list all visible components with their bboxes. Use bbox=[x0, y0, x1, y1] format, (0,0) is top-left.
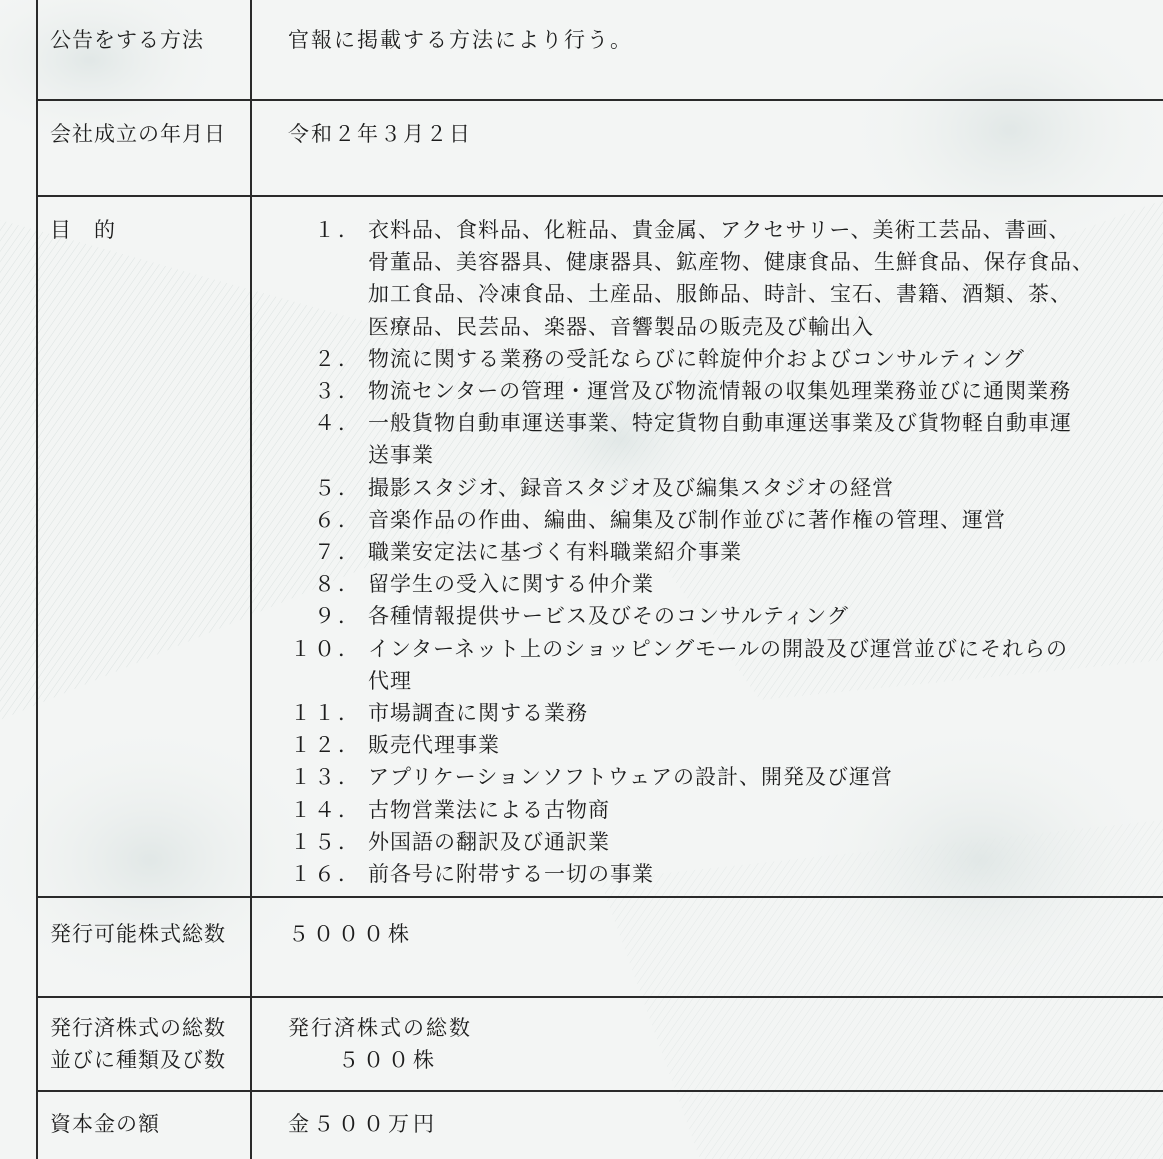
purpose-item-text bbox=[364, 375, 1071, 407]
capital-label: 資本金の額 bbox=[50, 1112, 160, 1136]
issued-shares-value-line1: 発行済株式の総数 bbox=[288, 1016, 472, 1040]
purpose-item-text bbox=[364, 761, 893, 793]
purpose-item bbox=[288, 568, 1094, 600]
purpose-item-number: ４． bbox=[314, 411, 362, 436]
purpose-item-number: １４． bbox=[290, 797, 362, 822]
purpose-item-text bbox=[364, 729, 500, 761]
purpose-item-line: 前各号に附帯する一切の事業 bbox=[368, 862, 654, 887]
purpose-item bbox=[288, 472, 1094, 504]
purpose-item bbox=[288, 633, 1094, 697]
purpose-item-number: １３． bbox=[290, 765, 362, 790]
row-divider bbox=[36, 896, 1163, 898]
notice-method-label: 公告をする方法 bbox=[50, 28, 204, 52]
table-border-left bbox=[36, 0, 38, 1159]
purpose-item-line: 留学生の受入に関する仲介業 bbox=[368, 572, 654, 597]
purpose-item bbox=[288, 536, 1094, 568]
purpose-item bbox=[288, 858, 1094, 890]
purpose-item-line: 一般貨物自動車運送事業、特定貨物自動車運送事業及び貨物軽自動車運 bbox=[368, 411, 1072, 436]
purpose-item-number: １１． bbox=[290, 701, 362, 726]
purpose-item bbox=[288, 729, 1094, 761]
purpose-item-text bbox=[364, 858, 654, 890]
purpose-item-line: 代理 bbox=[368, 668, 412, 693]
issued-shares-label bbox=[50, 1012, 226, 1076]
purpose-item-line: 古物営業法による古物商 bbox=[368, 797, 610, 822]
purpose-item-line: 販売代理事業 bbox=[368, 733, 500, 758]
purpose-item bbox=[288, 600, 1094, 632]
purpose-item-line: インターネット上のショッピングモールの開設及び運営並びにそれらの bbox=[368, 636, 1069, 661]
purpose-item bbox=[288, 697, 1094, 729]
purpose-item-line: 外国語の翻訳及び通訳業 bbox=[368, 829, 610, 854]
purpose-item-number: ３． bbox=[314, 379, 362, 404]
establishment-date-label: 会社成立の年月日 bbox=[50, 122, 226, 146]
purpose-item-number: ７． bbox=[314, 540, 362, 565]
purpose-item-line: 物流に関する業務の受託ならびに斡旋仲介およびコンサルティング bbox=[368, 346, 1025, 371]
notice-method-value: 官報に掲載する方法により行う。 bbox=[288, 28, 633, 52]
authorized-shares-value: ５０００株 bbox=[288, 922, 413, 946]
purpose-item-number: １６． bbox=[290, 862, 362, 887]
purpose-item-number: ８． bbox=[314, 572, 362, 597]
purpose-item bbox=[288, 826, 1094, 858]
purpose-item-number: ５． bbox=[314, 475, 362, 500]
authorized-shares-label: 発行可能株式総数 bbox=[50, 922, 226, 946]
purpose-item bbox=[288, 375, 1094, 407]
purpose-item-line: 医療品、民芸品、楽器、音響製品の販売及び輸出入 bbox=[368, 314, 874, 339]
purpose-item-line: 市場調査に関する業務 bbox=[368, 701, 588, 726]
purpose-item-line: 加工食品、冷凍食品、土産品、服飾品、時計、宝石、書籍、酒類、茶、 bbox=[368, 282, 1072, 307]
purpose-item-text bbox=[364, 504, 1006, 536]
purpose-item-text bbox=[364, 826, 610, 858]
purpose-item-number: ９． bbox=[314, 604, 362, 629]
issued-shares-value-line2: ５００株 bbox=[338, 1048, 438, 1072]
purpose-item-line: 送事業 bbox=[368, 443, 434, 468]
purpose-item bbox=[288, 214, 1094, 343]
purpose-item bbox=[288, 343, 1094, 375]
purpose-item-number: １５． bbox=[290, 829, 362, 854]
purpose-item-text bbox=[364, 536, 742, 568]
issued-shares-label-line1: 発行済株式の総数 bbox=[50, 1016, 226, 1040]
purpose-item-number: ６． bbox=[314, 507, 362, 532]
issued-shares-value bbox=[288, 1012, 472, 1076]
registry-table bbox=[36, 0, 1163, 1159]
purpose-item-line: 音楽作品の作曲、編曲、編集及び制作並びに著作権の管理、運営 bbox=[368, 507, 1006, 532]
purpose-item-line: 撮影スタジオ、録音スタジオ及び編集スタジオの経営 bbox=[368, 475, 895, 500]
issued-shares-label-line2: 並びに種類及び数 bbox=[50, 1048, 226, 1072]
purpose-item-line: 各種情報提供サービス及びそのコンサルティング bbox=[368, 604, 849, 629]
purpose-item bbox=[288, 761, 1094, 793]
row-divider bbox=[36, 99, 1163, 101]
column-divider bbox=[250, 0, 252, 1159]
purpose-item-line: 骨董品、美容器具、健康器具、鉱産物、健康食品、生鮮食品、保存食品、 bbox=[368, 250, 1094, 275]
purpose-item-line: 物流センターの管理・運営及び物流情報の収集処理業務並びに通関業務 bbox=[368, 379, 1072, 404]
purpose-item-line: アプリケーションソフトウェアの設計、開発及び運営 bbox=[368, 765, 894, 790]
row-divider bbox=[36, 195, 1163, 197]
purpose-item-text bbox=[364, 568, 654, 600]
purpose-item-number: １０． bbox=[290, 636, 362, 661]
purpose-item-line: 職業安定法に基づく有料職業紹介事業 bbox=[368, 540, 742, 565]
purpose-item-text bbox=[364, 600, 849, 632]
purpose-item-text bbox=[364, 343, 1025, 375]
row-divider bbox=[36, 996, 1163, 998]
purpose-item-text bbox=[364, 472, 894, 504]
purpose-item-text bbox=[364, 633, 1068, 697]
establishment-date-value: 令和２年３月２日 bbox=[288, 122, 472, 146]
capital-value: 金５００万円 bbox=[288, 1112, 438, 1136]
purpose-item bbox=[288, 407, 1094, 471]
purpose-item bbox=[288, 504, 1094, 536]
purpose-item-line: 衣料品、食料品、化粧品、貴金属、アクセサリー、美術工芸品、書画、 bbox=[368, 218, 1071, 242]
purpose-item-text bbox=[364, 407, 1072, 471]
purpose-label: 目 的 bbox=[50, 218, 116, 242]
purpose-item-number: ２． bbox=[314, 346, 362, 371]
row-divider bbox=[36, 1090, 1163, 1092]
purpose-item-number: １． bbox=[314, 218, 362, 242]
purpose-list bbox=[288, 214, 1094, 890]
purpose-item-text bbox=[364, 794, 610, 826]
purpose-item-text bbox=[364, 214, 1094, 343]
purpose-item-number: １２． bbox=[290, 733, 362, 758]
purpose-item-text bbox=[364, 697, 588, 729]
purpose-item bbox=[288, 794, 1094, 826]
